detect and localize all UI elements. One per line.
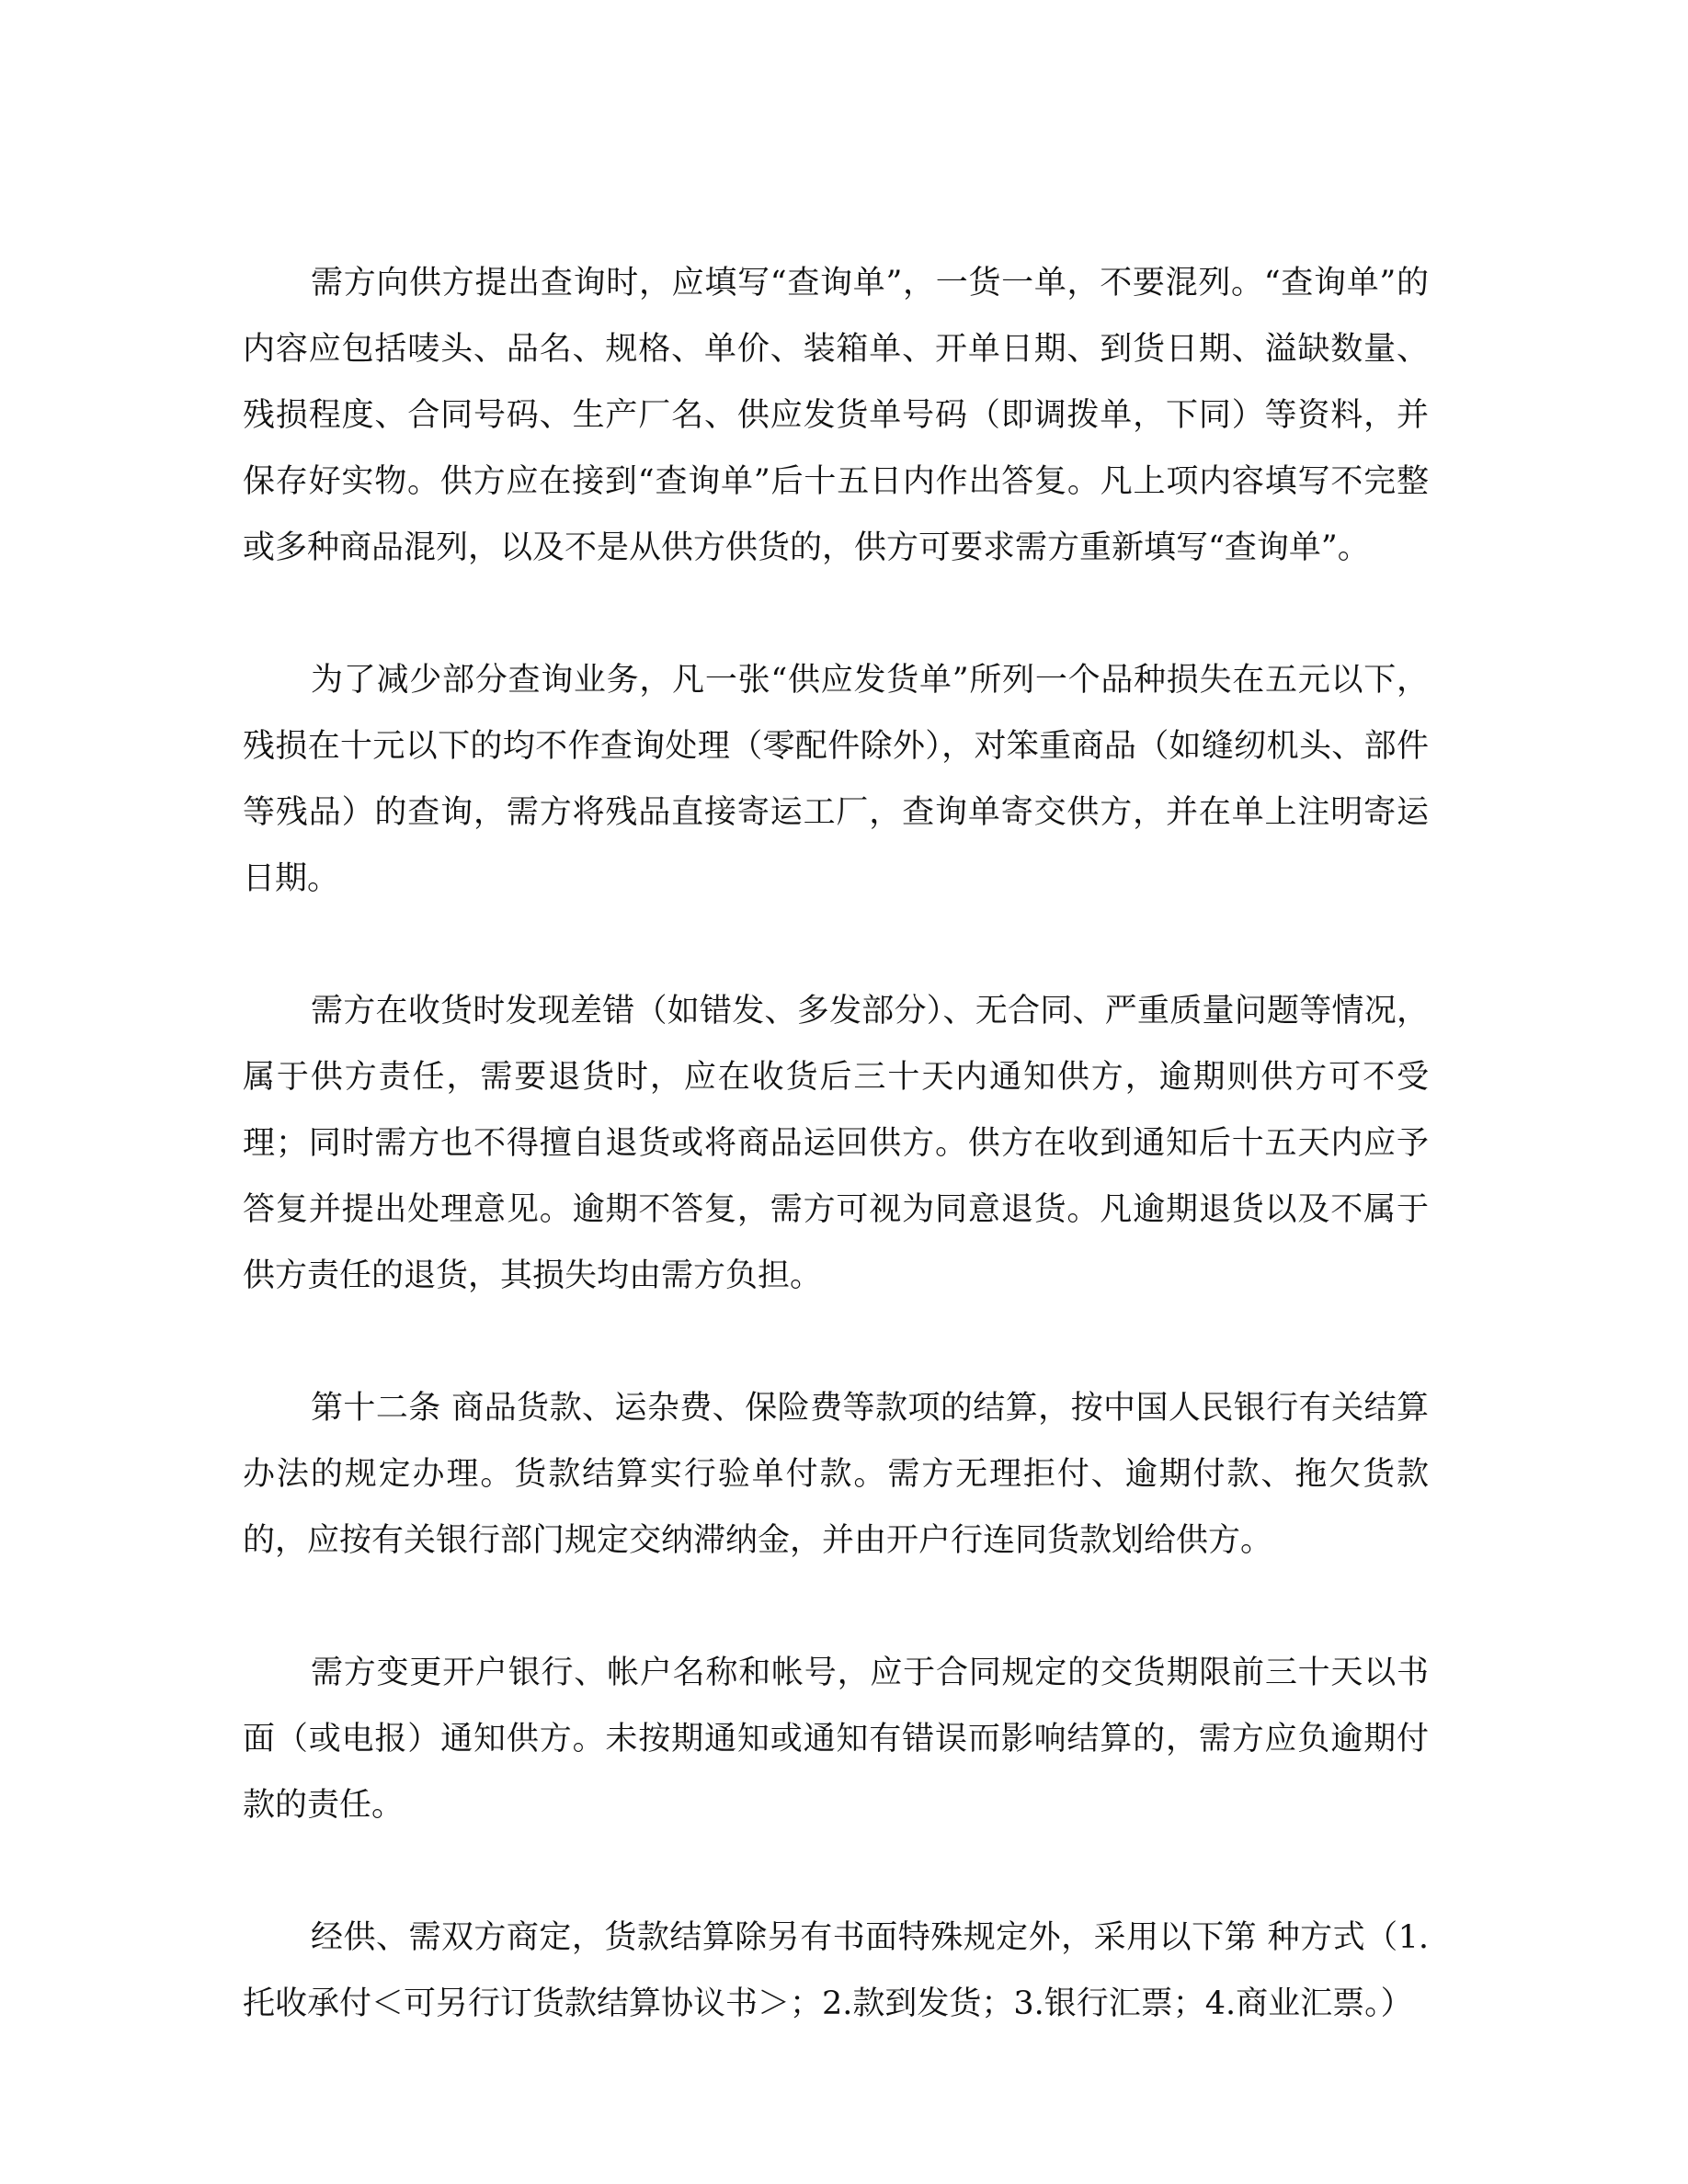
- paragraph-inquiry-form: 需方向供方提出查询时，应填写“查询单”，一货一单，不要混列。“查询单”的内容应包括唛头、品名、规格、单价、装箱单、开单日期、到货日期、溢缺数量、残损程度、合同号码、生产厂名、供应发货单号码（即调拨单，下同）等资料，并保存好实物。供方应在接到“查询单”后十五日内作出答复。凡上项内容填写不完整或多种商品混列，以及不是从供方供货的，供方可要求需方重新填写“查询单”。: [243, 265, 1429, 566]
- paragraph-article-12-settlement: 第十二条 商品货款、运杂费、保险费等款项的结算，按中国人民银行有关结算办法的规定办理。货款结算实行验单付款。需方无理拒付、逾期付款、拖欠货款的，应按有关银行部门规定交纳滞纳金，并由开户行连同货款划给供方。: [243, 1390, 1429, 1559]
- document-body: [243, 250, 1429, 2037]
- paragraph-reduce-inquiries: 为了减少部分查询业务，凡一张“供应发货单”所列一个品种损失在五元以下，残损在十元以下的均不作查询处理（零配件除外），对笨重商品（如缝纫机头、部件等残品）的查询，需方将残品直接寄运工厂，查询单寄交供方，并在单上注明寄运日期。: [243, 662, 1429, 897]
- paragraph-payment-method: 经供、需双方商定，货款结算除另有书面特殊规定外，采用以下第 种方式（1.托收承付＜可另行订货款结算协议书＞；2.款到发货；3.银行汇票；4.商业汇票。）: [243, 1919, 1429, 2022]
- paragraph-bank-change: 需方变更开户银行、帐户名称和帐号，应于合同规定的交货期限前三十天以书面（或电报）通知供方。未按期通知或通知有错误而影响结算的，需方应负逾期付款的责任。: [243, 1655, 1429, 1824]
- paragraph-returns: 需方在收货时发现差错（如错发、多发部分）、无合同、严重质量问题等情况，属于供方责任，需要退货时，应在收货后三十天内通知供方，逾期则供方可不受理；同时需方也不得擅自退货或将商品运回供方。供方在收到通知后十五天内应予答复并提出处理意见。逾期不答复，需方可视为同意退货。凡逾期退货以及不属于供方责任的退货，其损失均由需方负担。: [243, 993, 1429, 1294]
